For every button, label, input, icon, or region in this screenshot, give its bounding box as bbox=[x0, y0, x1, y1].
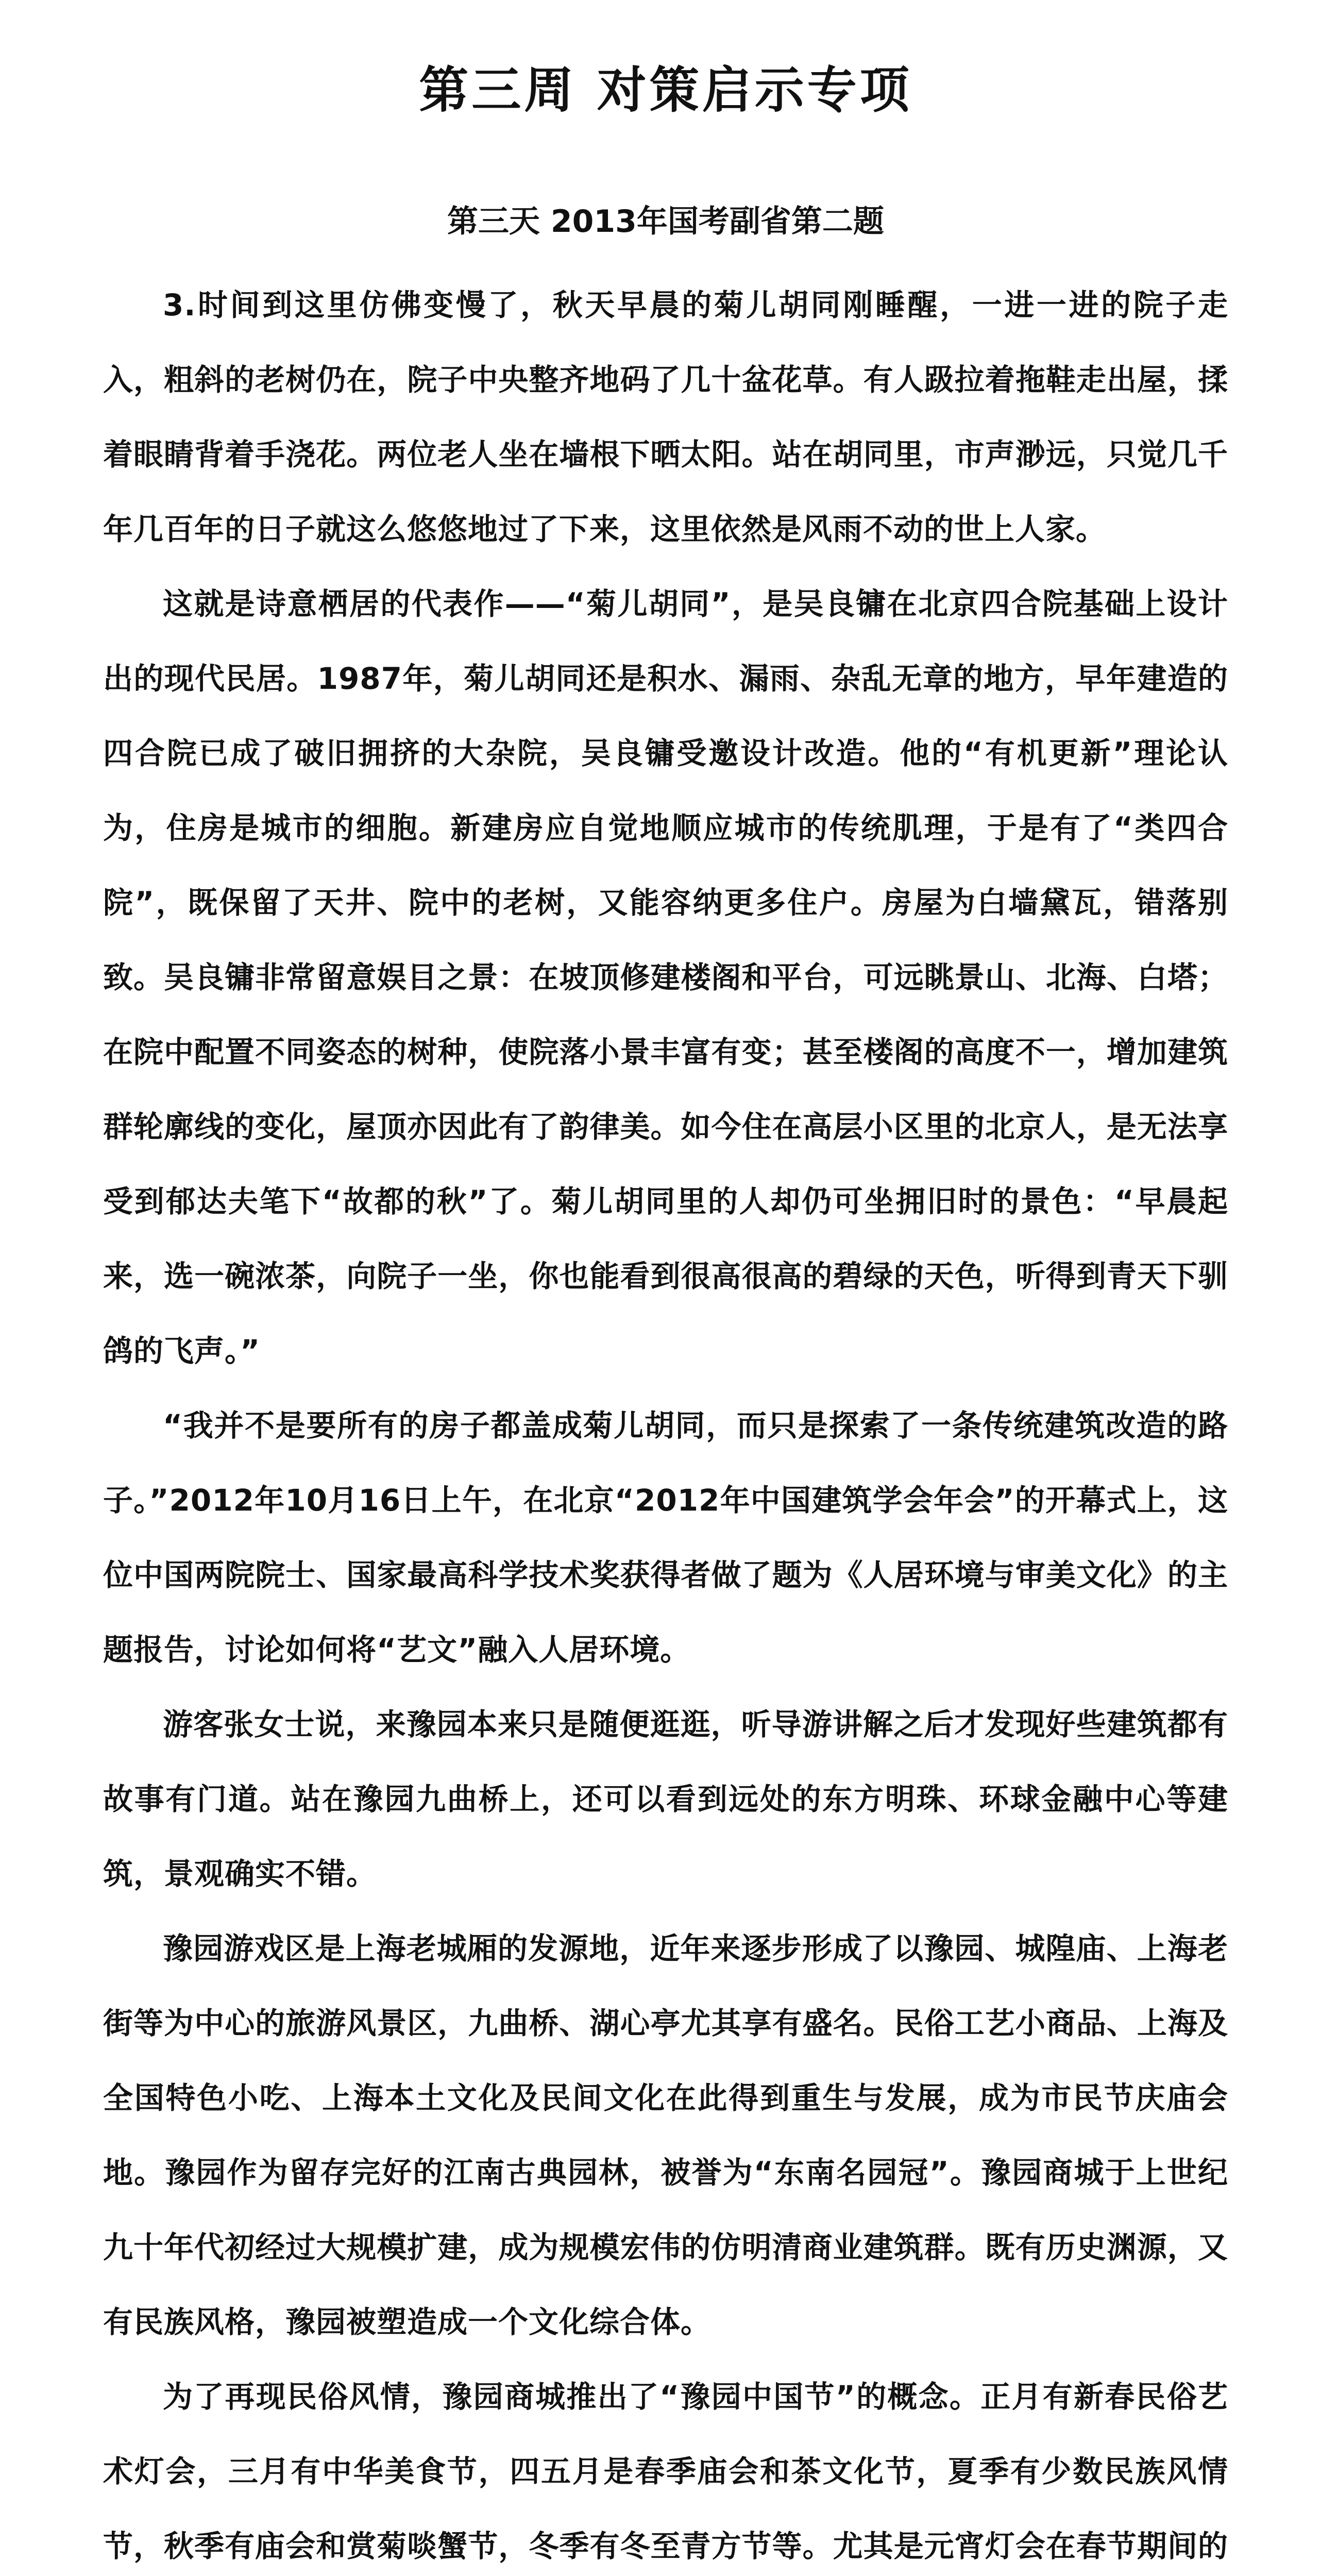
page-subtitle: 第三天 2013年国考副省第二题 bbox=[447, 204, 884, 240]
paragraph-3: “我并不是要所有的房子都盖成菊儿胡同，而只是探索了一条传统建筑改造的路子。”2012年10月16日上午，在北京“2012年中国建筑学会年会”的开幕式上，这位中国两院院士、国家最高科学技术奖获得者做了题为《人居环境与审美文化》的主题报告，讨论如何将“艺文”融入人居环境。 bbox=[103, 1408, 1228, 1667]
paragraph-5: 豫园游戏区是上海老城厢的发源地，近年来逐步形成了以豫园、城隍庙、上海老街等为中心的旅游风景区，九曲桥、湖心亭尤其享有盛名。民俗工艺小商品、上海及全国特色小吃、上海本土文化及民间文化在此得到重生与发展，成为市民节庆庙会地。豫园作为留存完好的江南古典园林，被誉为“东南名园冠”。豫园商城于上世纪九十年代初经过大规模扩建，成为规模宏伟的仿明清商业建筑群。既有历史渊源，又有民族风格，豫园被塑造成一个文化综合体。 bbox=[103, 1931, 1228, 2340]
paragraph-2: 这就是诗意栖居的代表作——“菊儿胡同”，是吴良镛在北京四合院基础上设计出的现代民居。1987年，菊儿胡同还是积水、漏雨、杂乱无章的地方，早年建造的四合院已成了破旧拥挤的大杂院，吴良镛受邀设计改造。他的“有机更新”理论认为，住房是城市的细胞。新建房应自觉地顺应城市的传统肌理，于是有了“类四合院”，既保留了天井、院中的老树，又能容纳更多住户。房屋为白墙黛瓦，错落别致。吴良镛非常留意娱目之景：在坡顶修建楼阁和平台，可远眺景山、北海、白塔；在院中配置不同姿态的树种，使院落小景丰富有变；甚至楼阁的高度不一，增加建筑群轮廓线的变化，屋顶亦因此有了韵律美。如今住在高层小区里的北京人，是无法享受到郁达夫笔下“故都的秋”了。菊儿胡同里的人却仍可坐拥旧时的景色：“早晨起来，选一碗浓茶，向院子一坐，你也能看到很高很高的碧绿的天色，听得到青天下驯鸽的飞声。” bbox=[103, 586, 1228, 1368]
page-title: 第三周 对策启示专项 bbox=[419, 61, 912, 119]
paragraph-6: 为了再现民俗风情，豫园商城推出了“豫园中国节”的概念。正月有新春民俗艺术灯会，三月有中华美食节，四五月是春季庙会和茶文化节，夏季有少数民族风情节，秋季有庙会和赏菊啖蟹节，冬季有冬至青方节等。尤其是元宵灯会在春节期间的 bbox=[103, 2379, 1228, 2564]
paragraph-4: 游客张女士说，来豫园本来只是随便逛逛，听导游讲解之后才发现好些建筑都有故事有门道。站在豫园九曲桥上，还可以看到远处的东方明珠、环球金融中心等建筑，景观确实不错。 bbox=[103, 1707, 1228, 1891]
paragraph-1: 3.时间到这里仿佛变慢了，秋天早晨的菊儿胡同刚睡醒，一进一进的院子走入，粗斜的老树仍在，院子中央整齐地码了几十盆花草。有人趿拉着拖鞋走出屋，揉着眼睛背着手浇花。两位老人坐在墙根下晒太阳。站在胡同里，市声渺远，只觉几千年几百年的日子就这么悠悠地过了下来，这里依然是风雨不动的世上人家。 bbox=[103, 287, 1228, 547]
